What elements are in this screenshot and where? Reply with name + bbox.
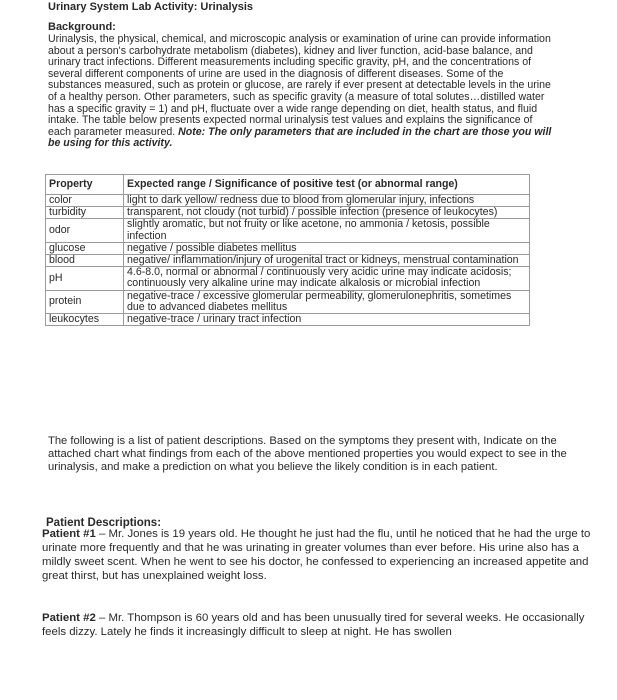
urinalysis-reference-table [45, 174, 530, 326]
table-row [46, 290, 530, 313]
expected-range-column-header: Expected range / Significance of positive test (or abnormal range) [124, 175, 530, 195]
patient-2-description [42, 611, 602, 639]
property-cell: blood [46, 255, 124, 267]
table-row [46, 242, 530, 254]
instructions-paragraph: The following is a list of patient descriptions. Based on the symptoms they present with, Indicate on the attached chart what findings from each of the above mentioned properties you would expect to see in the urinalysis, and make a prediction on what you believe the likely condition is in each patient. [48, 435, 567, 474]
patient-descriptions-heading: Patient Descriptions: [46, 517, 162, 529]
background-heading: Background: [48, 21, 116, 33]
patient-1-label: Patient #1 [42, 528, 96, 540]
value-cell: light to dark yellow/ redness due to blood from glomerular injury, infections [124, 195, 530, 207]
patient-1-description [42, 527, 602, 583]
property-cell: turbidity [46, 207, 124, 219]
table-row [46, 314, 530, 326]
property-cell: protein [46, 290, 124, 313]
worksheet-title: Urinary System Lab Activity: Urinalysis [48, 1, 254, 13]
value-cell: negative/ inflammation/injury of urogenital tract or kidneys, menstrual contamination [124, 255, 530, 267]
patient-1-text: – Mr. Jones is 19 years old. He thought he just had the flu, until he noticed that he had the urge to urinate more frequently and that he was urinating in greater volumes than ever before. His urine also has a mildly sweet scent. When he went to see his doctor, he confessed to experiencing an increased appetite and great thirst, but has unexplained weight loss. [42, 528, 591, 582]
table-row [46, 207, 530, 219]
value-cell: negative / possible diabetes mellitus [124, 242, 530, 254]
table-row [46, 195, 530, 207]
background-note: Note: The only parameters that are included in the chart are those you will be using for this activity. [48, 125, 552, 150]
value-cell: 4.6-8.0, normal or abnormal / continuously very acidic urine may indicate acidosis; continuously very alkaline urine may indicate alkalosis or microbial infection [124, 267, 530, 290]
patient-2-text: – Mr. Thompson is 60 years old and has been unusually tired for several weeks. He occasionally feels dizzy. Lately he finds it increasingly difficult to sleep at night. He has swollen [42, 612, 585, 638]
background-text: Urinalysis, the physical, chemical, and microscopic analysis or examination of urine can provide information about a person's carbohydrate metabolism (diabetes), kidney and liver function, acid-base balance, and urinary tract infections. Different measurements including specific gravity, pH, and the concentrations of several different components of urine are used in the diagnosis of different diseases. Some of the substances measured, such as protein or glucose, are rarely if ever present at detectable levels in the urine of a healthy person. Other parameters, such as specific gravity (a measure of total solutes…distilled water has a specific gravity = 1) and pH, fluctuate over a wide range depending on diet, health status, and fluid intake. The table below presents expected normal urinalysis test values and explains the significance of each parameter measured. [48, 33, 551, 138]
table-row [46, 267, 530, 290]
value-cell: transparent, not cloudy (not turbid) / possible infection (presence of leukocytes) [124, 207, 530, 219]
patient-2-label: Patient #2 [42, 612, 96, 624]
table-row [46, 219, 530, 242]
value-cell: negative-trace / urinary tract infection [124, 314, 530, 326]
property-cell: glucose [46, 242, 124, 254]
background-paragraph [48, 34, 558, 150]
property-cell: odor [46, 219, 124, 242]
property-cell: pH [46, 267, 124, 290]
table-row [46, 255, 530, 267]
property-cell: color [46, 195, 124, 207]
property-column-header: Property [46, 175, 124, 195]
value-cell: slightly aromatic, but not fruity or like acetone, no ammonia / ketosis, possible infection [124, 219, 530, 242]
table-header-row [46, 175, 530, 195]
value-cell: negative-trace / excessive glomerular permeability, glomerulonephritis, sometimes due to advanced diabetes mellitus [124, 290, 530, 313]
property-cell: leukocytes [46, 314, 124, 326]
